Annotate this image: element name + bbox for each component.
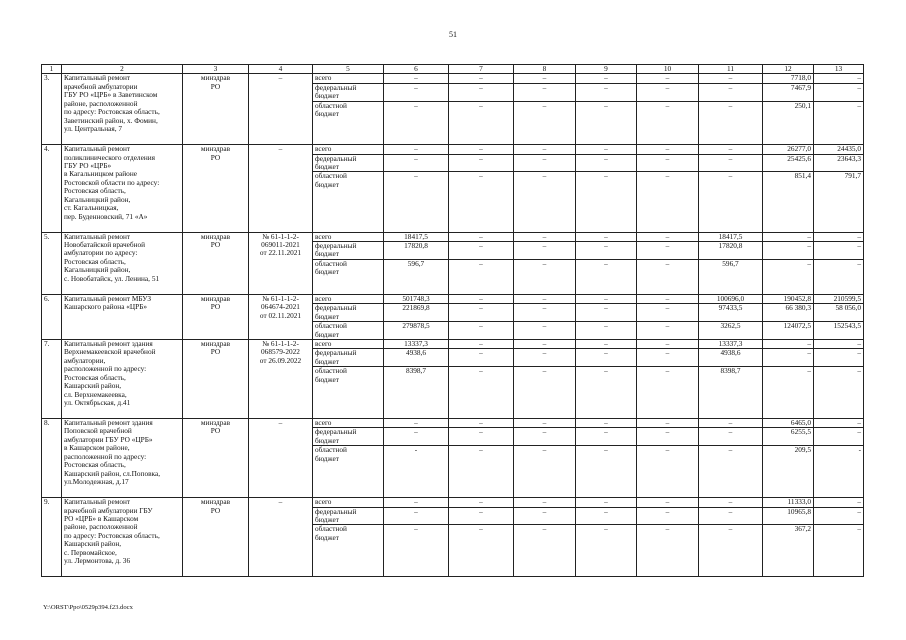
column-number: 13: [814, 65, 864, 74]
row-number: 4.: [42, 145, 62, 233]
amount-cell: –: [449, 525, 514, 577]
amount-cell: –: [814, 349, 864, 367]
amount-cell: 7718,0: [763, 74, 814, 83]
amount-cell: –: [814, 498, 864, 507]
funding-source: областной бюджет: [313, 525, 384, 577]
amount-cell: –: [449, 294, 514, 303]
amount-cell: 152543,5: [814, 322, 864, 340]
amount-cell: –: [384, 101, 449, 144]
amount-cell: –: [514, 154, 576, 172]
amount-cell: –: [576, 498, 637, 507]
amount-cell: –: [637, 74, 699, 83]
funding-source: областной бюджет: [313, 322, 384, 340]
amount-cell: –: [814, 525, 864, 577]
amount-cell: –: [637, 498, 699, 507]
amount-cell: –: [576, 419, 637, 428]
amount-cell: –: [449, 145, 514, 154]
amount-cell: 8398,7: [699, 367, 763, 419]
amount-cell: 13337,3: [384, 339, 449, 348]
file-path-footer: Y:\ORST\Ppo\0529p394.f23.docx: [43, 604, 133, 611]
column-number: 7: [449, 65, 514, 74]
column-number: 2: [62, 65, 183, 74]
amount-cell: –: [814, 419, 864, 428]
amount-cell: –: [514, 294, 576, 303]
amount-cell: –: [763, 349, 814, 367]
expertise-document: № 61-1-1-2- 069011-2021 от 22.11.2021: [249, 232, 313, 294]
amount-cell: 23643,3: [814, 154, 864, 172]
funding-source: всего: [313, 145, 384, 154]
amount-cell: 791,7: [814, 172, 864, 232]
expertise-document: № 61-1-1-2- 068579-2022 от 26.09.2022: [249, 339, 313, 418]
funding-source: федеральный бюджет: [313, 428, 384, 446]
funding-source: всего: [313, 74, 384, 83]
amount-cell: 17820,8: [699, 242, 763, 260]
amount-cell: –: [449, 419, 514, 428]
amount-cell: 17820,8: [384, 242, 449, 260]
amount-cell: 3262,5: [699, 322, 763, 340]
funding-source: всего: [313, 294, 384, 303]
funding-source: областной бюджет: [313, 259, 384, 294]
page-number: 51: [449, 30, 457, 39]
amount-cell: 250,1: [763, 101, 814, 144]
amount-cell: –: [514, 172, 576, 232]
object-name: Капитальный ремонт Новобатайской врачебной амбулатории по адресу: Ростовская область, Кагальницкий район, с. Новобатайск, ул. Ленина, 51: [62, 232, 183, 294]
amount-cell: 190452,8: [763, 294, 814, 303]
amount-cell: –: [637, 304, 699, 322]
amount-cell: 18417,5: [699, 232, 763, 241]
amount-cell: –: [449, 498, 514, 507]
amount-cell: –: [637, 428, 699, 446]
expertise-document: –: [249, 498, 313, 577]
table-row: [42, 339, 864, 348]
funding-source: федеральный бюджет: [313, 349, 384, 367]
amount-cell: –: [449, 349, 514, 367]
amount-cell: –: [637, 339, 699, 348]
amount-cell: -: [814, 446, 864, 498]
amount-cell: –: [576, 446, 637, 498]
amount-cell: –: [384, 419, 449, 428]
amount-cell: 596,7: [699, 259, 763, 294]
amount-cell: 8398,7: [384, 367, 449, 419]
object-name: Капитальный ремонт МБУЗ Кашарского района «ЦРБ»: [62, 294, 183, 339]
amount-cell: –: [449, 259, 514, 294]
amount-cell: –: [514, 428, 576, 446]
amount-cell: –: [576, 367, 637, 419]
amount-cell: –: [814, 259, 864, 294]
amount-cell: –: [814, 74, 864, 83]
amount-cell: –: [763, 242, 814, 260]
amount-cell: –: [514, 242, 576, 260]
amount-cell: –: [576, 259, 637, 294]
amount-cell: –: [637, 322, 699, 340]
row-number: 9.: [42, 498, 62, 577]
amount-cell: –: [637, 172, 699, 232]
amount-cell: –: [637, 259, 699, 294]
amount-cell: 58 056,0: [814, 304, 864, 322]
amount-cell: –: [763, 367, 814, 419]
amount-cell: 279878,5: [384, 322, 449, 340]
amount-cell: –: [814, 339, 864, 348]
column-number: 4: [249, 65, 313, 74]
amount-cell: –: [514, 145, 576, 154]
column-number: 1: [42, 65, 62, 74]
amount-cell: –: [449, 367, 514, 419]
executor: минздрав РО: [183, 232, 249, 294]
column-number: 11: [699, 65, 763, 74]
amount-cell: –: [449, 446, 514, 498]
amount-cell: –: [699, 498, 763, 507]
amount-cell: –: [514, 304, 576, 322]
amount-cell: –: [699, 83, 763, 101]
amount-cell: –: [576, 507, 637, 525]
amount-cell: –: [814, 242, 864, 260]
row-number: 8.: [42, 419, 62, 498]
table-row: [42, 498, 864, 507]
amount-cell: –: [699, 154, 763, 172]
executor: минздрав РО: [183, 498, 249, 577]
funding-source: всего: [313, 232, 384, 241]
amount-cell: –: [576, 242, 637, 260]
amount-cell: –: [637, 525, 699, 577]
amount-cell: 13337,3: [699, 339, 763, 348]
amount-cell: –: [449, 339, 514, 348]
funding-source: федеральный бюджет: [313, 507, 384, 525]
amount-cell: 18417,5: [384, 232, 449, 241]
amount-cell: 10965,8: [763, 507, 814, 525]
amount-cell: –: [449, 101, 514, 144]
amount-cell: –: [384, 172, 449, 232]
amount-cell: –: [384, 154, 449, 172]
table-row: [42, 419, 864, 428]
amount-cell: 6465,0: [763, 419, 814, 428]
amount-cell: –: [637, 101, 699, 144]
expertise-document: –: [249, 145, 313, 233]
amount-cell: –: [384, 507, 449, 525]
table-row: [42, 145, 864, 154]
column-number: 10: [637, 65, 699, 74]
amount-cell: –: [637, 154, 699, 172]
amount-cell: –: [514, 507, 576, 525]
row-number: 6.: [42, 294, 62, 339]
amount-cell: –: [637, 419, 699, 428]
table-row: [42, 74, 864, 83]
amount-cell: –: [514, 367, 576, 419]
amount-cell: 6255,5: [763, 428, 814, 446]
amount-cell: –: [384, 498, 449, 507]
amount-cell: –: [637, 507, 699, 525]
amount-cell: –: [514, 83, 576, 101]
amount-cell: –: [576, 172, 637, 232]
amount-cell: –: [514, 349, 576, 367]
amount-cell: –: [449, 322, 514, 340]
executor: минздрав РО: [183, 294, 249, 339]
amount-cell: 221869,8: [384, 304, 449, 322]
amount-cell: –: [814, 428, 864, 446]
amount-cell: –: [763, 259, 814, 294]
column-number: 6: [384, 65, 449, 74]
executor: минздрав РО: [183, 74, 249, 145]
amount-cell: –: [637, 367, 699, 419]
amount-cell: –: [699, 525, 763, 577]
amount-cell: 66 380,3: [763, 304, 814, 322]
amount-cell: –: [449, 83, 514, 101]
amount-cell: 501748,3: [384, 294, 449, 303]
amount-cell: 367,2: [763, 525, 814, 577]
amount-cell: 209,5: [763, 446, 814, 498]
funding-source: областной бюджет: [313, 367, 384, 419]
amount-cell: –: [699, 507, 763, 525]
amount-cell: –: [384, 83, 449, 101]
amount-cell: –: [514, 446, 576, 498]
amount-cell: –: [514, 322, 576, 340]
amount-cell: –: [514, 101, 576, 144]
amount-cell: –: [514, 419, 576, 428]
amount-cell: –: [699, 428, 763, 446]
amount-cell: –: [637, 294, 699, 303]
amount-cell: –: [699, 74, 763, 83]
amount-cell: –: [576, 322, 637, 340]
amount-cell: 97433,5: [699, 304, 763, 322]
amount-cell: –: [699, 446, 763, 498]
amount-cell: –: [637, 349, 699, 367]
amount-cell: –: [576, 232, 637, 241]
expertise-document: –: [249, 74, 313, 145]
amount-cell: –: [699, 101, 763, 144]
column-number: 5: [313, 65, 384, 74]
executor: минздрав РО: [183, 145, 249, 233]
amount-cell: –: [384, 525, 449, 577]
funding-source: федеральный бюджет: [313, 154, 384, 172]
amount-cell: 100696,0: [699, 294, 763, 303]
amount-cell: –: [576, 83, 637, 101]
header-row: [42, 65, 864, 74]
amount-cell: –: [576, 339, 637, 348]
amount-cell: –: [763, 339, 814, 348]
amount-cell: –: [449, 428, 514, 446]
amount-cell: –: [637, 232, 699, 241]
funding-source: федеральный бюджет: [313, 83, 384, 101]
funding-source: всего: [313, 498, 384, 507]
amount-cell: –: [514, 74, 576, 83]
amount-cell: –: [814, 507, 864, 525]
amount-cell: –: [814, 101, 864, 144]
amount-cell: –: [699, 172, 763, 232]
amount-cell: –: [576, 101, 637, 144]
amount-cell: 124072,5: [763, 322, 814, 340]
amount-cell: –: [449, 154, 514, 172]
amount-cell: –: [514, 259, 576, 294]
row-number: 5.: [42, 232, 62, 294]
amount-cell: –: [699, 419, 763, 428]
funding-source: областной бюджет: [313, 101, 384, 144]
expertise-document: № 61-1-1-2- 064674-2021 от 02.11.2021: [249, 294, 313, 339]
amount-cell: –: [814, 83, 864, 101]
amount-cell: –: [576, 74, 637, 83]
amount-cell: 596,7: [384, 259, 449, 294]
amount-cell: –: [514, 339, 576, 348]
amount-cell: –: [449, 242, 514, 260]
amount-cell: –: [384, 74, 449, 83]
amount-cell: 851,4: [763, 172, 814, 232]
amount-cell: 7467,9: [763, 83, 814, 101]
amount-cell: –: [814, 232, 864, 241]
row-number: 3.: [42, 74, 62, 145]
column-number: 12: [763, 65, 814, 74]
amount-cell: –: [514, 525, 576, 577]
amount-cell: –: [449, 507, 514, 525]
column-number: 3: [183, 65, 249, 74]
amount-cell: -: [384, 446, 449, 498]
amount-cell: –: [763, 232, 814, 241]
amount-cell: 4938,6: [384, 349, 449, 367]
amount-cell: –: [449, 74, 514, 83]
amount-cell: –: [699, 145, 763, 154]
funding-source: областной бюджет: [313, 172, 384, 232]
amount-cell: 4938,6: [699, 349, 763, 367]
amount-cell: –: [576, 349, 637, 367]
amount-cell: –: [576, 154, 637, 172]
amount-cell: –: [449, 232, 514, 241]
table-row: [42, 232, 864, 241]
column-number: 9: [576, 65, 637, 74]
executor: минздрав РО: [183, 339, 249, 418]
amount-cell: –: [637, 83, 699, 101]
amount-cell: –: [514, 232, 576, 241]
amount-cell: –: [576, 294, 637, 303]
executor: минздрав РО: [183, 419, 249, 498]
amount-cell: 25425,6: [763, 154, 814, 172]
object-name: Капитальный ремонт здания Поповской врачебной амбулатории ГБУ РО «ЦРБ» в Кашарском районе, расположенной по адресу: Ростовская область, Кашарский район, сл.Поповка, ул.Молодежная, д.17: [62, 419, 183, 498]
funding-source: федеральный бюджет: [313, 304, 384, 322]
amount-cell: 210599,5: [814, 294, 864, 303]
object-name: Капитальный ремонт поликлинического отделения ГБУ РО «ЦРБ» в Кагальницком районе Ростовской области по адресу: Ростовская область, Кагальницкий район, ст. Кагальницкая, пер. Буденновский, 71 «А»: [62, 145, 183, 233]
funding-source: федеральный бюджет: [313, 242, 384, 260]
expertise-document: –: [249, 419, 313, 498]
funding-source: всего: [313, 419, 384, 428]
object-name: Капитальный ремонт здания Верхнемакеевской врачебной амбулатории, расположенной по адресу: Ростовская область, Кашарский район, сл. Верхнемакеевка, ул. Октябрьская, д.41: [62, 339, 183, 418]
amount-cell: –: [384, 145, 449, 154]
object-name: Капитальный ремонт врачебной амбулатории ГБУ РО «ЦРБ» в Заветинском районе, расположенной по адресу: Ростовская область, Заветинский район, х. Фомин, ул. Центральная, 7: [62, 74, 183, 145]
amount-cell: 11333,0: [763, 498, 814, 507]
amount-cell: –: [384, 428, 449, 446]
amount-cell: –: [449, 172, 514, 232]
funding-source: всего: [313, 339, 384, 348]
amount-cell: –: [637, 242, 699, 260]
amount-cell: –: [449, 304, 514, 322]
column-number: 8: [514, 65, 576, 74]
amount-cell: 26277,0: [763, 145, 814, 154]
amount-cell: –: [814, 367, 864, 419]
amount-cell: –: [576, 428, 637, 446]
amount-cell: –: [576, 525, 637, 577]
amount-cell: –: [514, 498, 576, 507]
amount-cell: 24435,0: [814, 145, 864, 154]
amount-cell: –: [576, 304, 637, 322]
program-table: [41, 64, 864, 577]
amount-cell: –: [637, 446, 699, 498]
amount-cell: –: [576, 145, 637, 154]
amount-cell: –: [637, 145, 699, 154]
object-name: Капитальный ремонт врачебной амбулатории ГБУ РО «ЦРБ» в Кашарском районе, расположенной по адресу: Ростовская область, Кашарский район, с. Первомайское, ул. Лермонтова, д. 36: [62, 498, 183, 577]
table-row: [42, 294, 864, 303]
funding-source: областной бюджет: [313, 446, 384, 498]
row-number: 7.: [42, 339, 62, 418]
